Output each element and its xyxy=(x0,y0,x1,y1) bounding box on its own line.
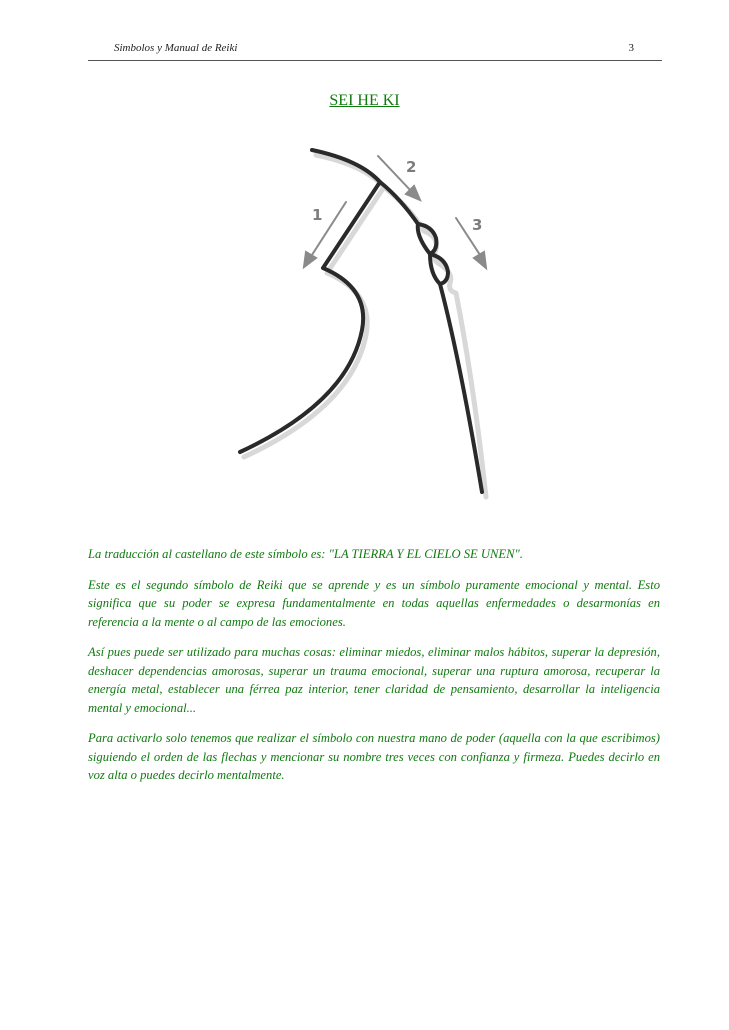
paragraph-activation: Para activarlo solo tenemos que realizar el símbolo con nuestra mano de poder (aquella con la que escribimos) siguiendo el orden de las flechas y mencionar su nombre tres veces con confianza y firmeza. Puedes decirlo en voz alta o puedes decirlo mentalmente. xyxy=(88,731,660,782)
page-number: 3 xyxy=(628,42,634,54)
header-rule xyxy=(88,60,662,61)
page-title: SEI HE KI xyxy=(329,92,400,109)
paragraph-translation: La traducción al castellano de este símbolo es: "LA TIERRA Y EL CIELO SE UNEN". xyxy=(88,547,523,561)
page-header xyxy=(114,42,634,58)
body-text xyxy=(88,545,660,797)
paragraph-description: Este es el segundo símbolo de Reiki que se aprende y es un símbolo puramente emocional y mental. Esto significa que su poder se expresa fundamentalmente en todas aquellas enfermedades o desarmonías en referencia a la mente o al campo de las emociones. xyxy=(88,577,660,629)
stroke-label-2: 2 xyxy=(406,158,417,176)
stroke-label-3: 3 xyxy=(472,216,483,234)
paragraph-uses: Así pues puede ser utilizado para muchas cosas: eliminar miedos, eliminar malos hábitos, superar la depresión, deshacer dependencias amorosas, superar un trauma emocional, superar una ruptura amorosa, recuperar la energía metal, establecer una férrea paz interior, tener claridad de pensamiento, desarrollar la inteligencia mental y emocional... xyxy=(88,645,660,715)
stroke-label-1: 1 xyxy=(312,206,323,224)
sei-he-ki-symbol-drawing xyxy=(220,140,520,510)
sei-he-ki-symbol-figure xyxy=(220,140,520,510)
running-title: Simbolos y Manual de Reiki xyxy=(114,42,238,54)
